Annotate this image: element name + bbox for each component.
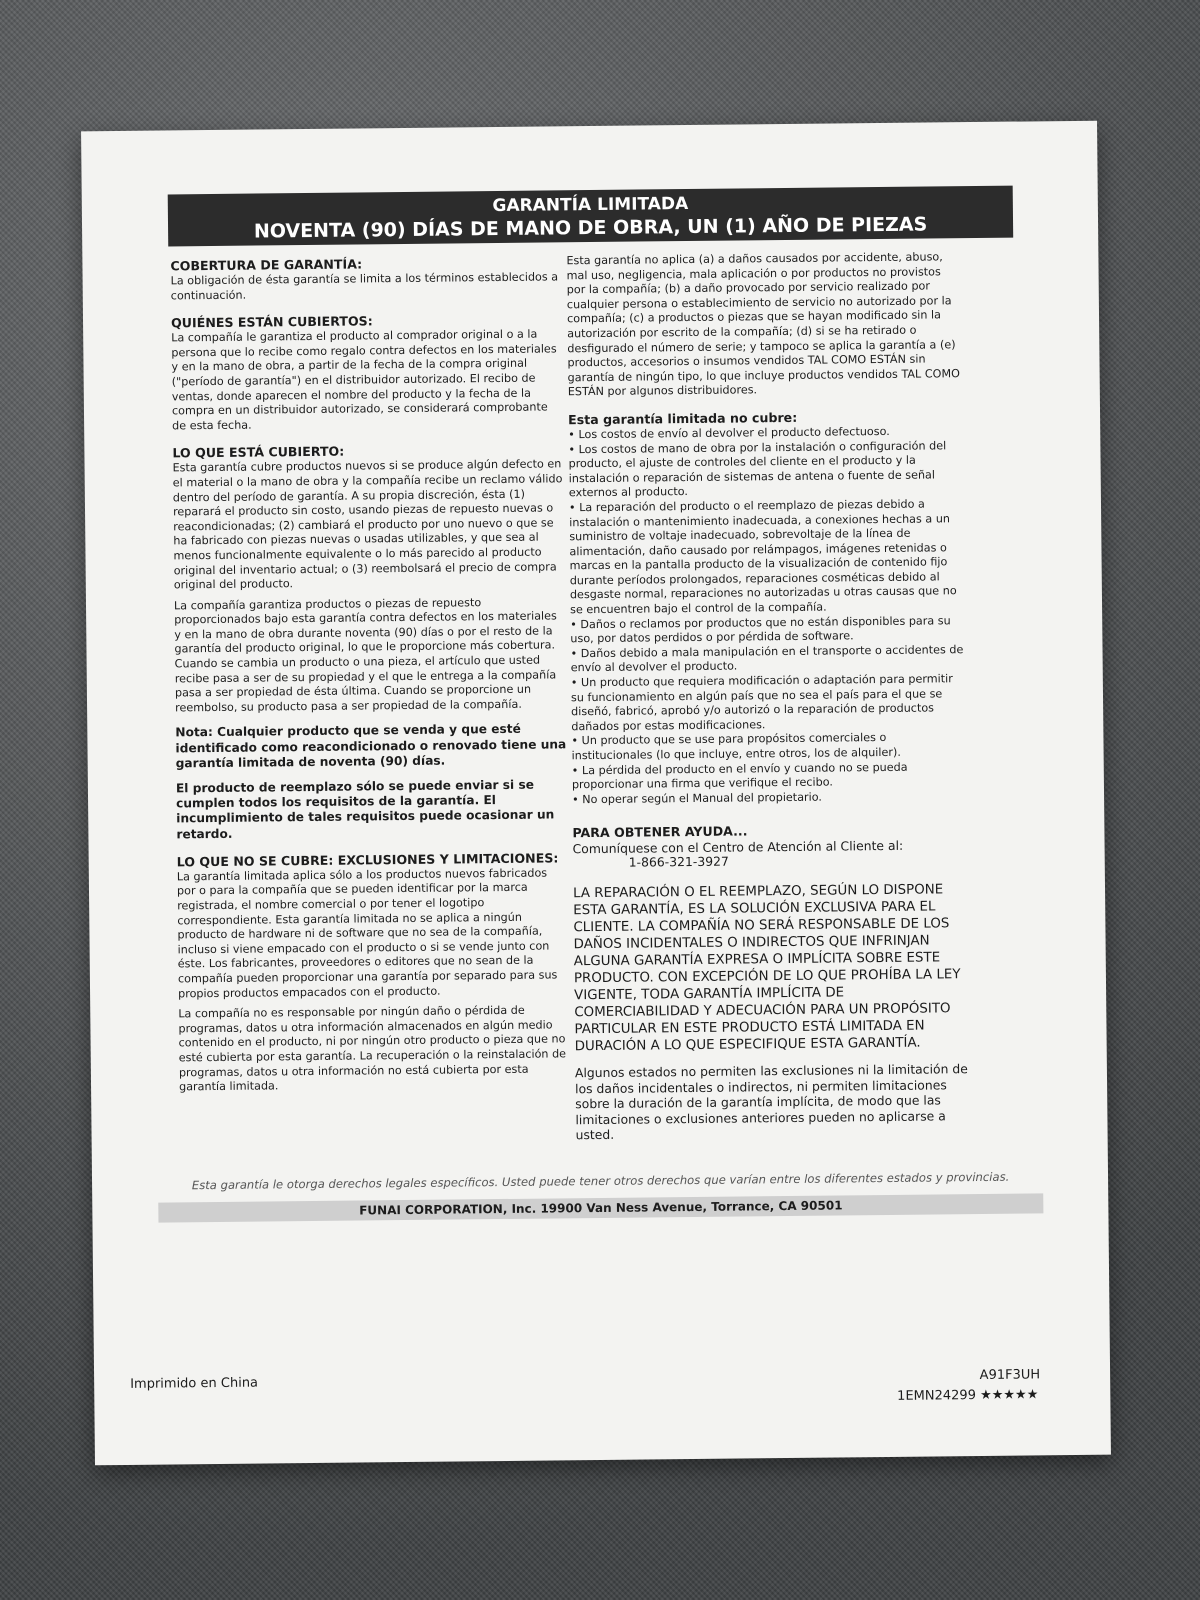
note-reemplazo: El producto de reemplazo sólo se puede enviar si se cumplen todos los requisitos de la garantía. El incumplimiento de tales requisitos puede ocasionar un retardo. bbox=[175, 777, 555, 842]
list-item: • Un producto que se use para propósitos comerciales o institucionales (lo que incluye, entre otros, los de alquiler). bbox=[571, 731, 901, 763]
document-code: 1EMN24299 ★★★★★ bbox=[897, 1387, 1039, 1404]
paragraph-estados: Algunos estados no permiten las exclusiones ni la limitación de los daños incidentales o indirectos, ni permiten limitaciones sobre la duración de la garantía implícita, de modo que las limitaciones o exclusiones anteriores pueden no aplicarse a usted. bbox=[574, 1061, 968, 1143]
paragraph-disclaimer-caps: LA REPARACIÓN O EL REEMPLAZO, SEGÚN LO DISPONE ESTA GARANTÍA, ES LA SOLUCIÓN EXCLUSIVA PARA EL CLIENTE. LA COMPAÑÍA NO SERÁ RESPONSABLE DE LOS DAÑOS INCIDENTALES O INDIRECTOS QUE INFRINJAN ALGUNA GARANTÍA EXPRESA O IMPLÍCITA SOBRE ESTE PRODUCTO. CON EXCEPCIÓN DE LO QUE PROHÍBA LA LEY VIGENTE, TODA GARANTÍA IMPLÍCITA DE COMERCIABILIDAD Y ADECUACIÓN PARA UN PROPÓSITO PARTICULAR EN ESTE PRODUCTO ESTÁ LIMITADA EN DURACIÓN A LO QUE ESPECIFIQUE ESTA GARANTÍA. bbox=[572, 882, 961, 1055]
paragraph-no-aplica: Esta garantía no aplica (a) a daños causados por accidente, abuso, mal uso, negligencia, mala aplicación o por productos no provistos por la compañía; (b) a daño provocado por servicio realizado por cualquier persona o establecimiento de servicio no autorizado por la compañía; (c) a productos o piezas que se hayan modificado sin la autorización por escrito de la compañía; (d) si se ha retirado o desfigurado el número de serie; y tampoco se aplica la garantía a (e) productos, accesorios o insumos vendidos TAL COMO ESTÁN sin garantía de ningún tipo, lo que incluye productos vendidos TAL COMO ESTÁN por algunos distribuidores. bbox=[566, 250, 960, 399]
warranty-sheet bbox=[81, 121, 1111, 1466]
paragraph-exclusiones-2: La compañía no es responsable por ningún daño o pérdida de programas, datos u otra información almacenados en algún medio contenido en el producto, ni por ningún otro producto o pieza que no esté cubierta por esta garantía. La recuperación o la reinstalación de programas, datos u otra información no está cubierta por esta garantía limitada. bbox=[178, 1003, 567, 1094]
list-item: • Los costos de mano de obra por la instalación o configuración del producto, el ajuste de controles del cliente en el producto y la instalación o reparación de sistemas de antena o fuente de señal externos al producto. bbox=[568, 438, 947, 500]
list-item: • Daños o reclamos por productos que no están disponibles para su uso, por datos perdidos o por pérdida de software. bbox=[570, 613, 951, 646]
section-heading-quienes: QUIÉNES ESTÁN CUBIERTOS: bbox=[170, 313, 373, 331]
model-number: A91F3UH bbox=[979, 1367, 1041, 1384]
paragraph-quienes: La compañía le garantiza el producto al comprador original o a la persona que lo recibe como regalo contra defectos en los materiales y en la mano de obra, a partir de la fecha de la compra original ("período de garantía") en el distribuidor autorizado. El recibo de ventas, donde aparecen el nombre del producto y la fecha de la compra en un distribuidor autorizado, se considerará comprobante de esta fecha. bbox=[171, 327, 557, 433]
phone-number: 1-866-321-3927 bbox=[628, 853, 729, 871]
title-line-1: GARANTÍA LIMITADA bbox=[492, 194, 689, 217]
section-heading-no-cubre: Esta garantía limitada no cubre: bbox=[568, 409, 798, 428]
printed-in: Imprimido en China bbox=[130, 1375, 259, 1392]
section-heading-ayuda: PARA OBTENER AYUDA... bbox=[572, 823, 748, 841]
paragraph-exclusiones-1: La garantía limitada aplica sólo a los productos nuevos fabricados por o para la compañía que se pueden identificar por la marca registrada, el nombre comercial o por tener el logotipo correspondiente. Esta garantía limitada no se aplica a ningún producto de hardware ni de software que no sea de la compañía, incluso si viene empacado con el producto o si se vende junto con éste. Los fabricantes, proveedores o editores que no sean de la compañía pueden proporcionar una garantía por separado para sus propios productos empacados con el producto. bbox=[176, 866, 558, 1000]
right-column bbox=[566, 250, 970, 1149]
contact-text: Comuníquese con el Centro de Atención al Cliente al: bbox=[572, 838, 904, 857]
paragraph-cubierto-2: La compañía garantiza productos o piezas de repuesto proporcionados bajo esta garantía contra defectos en los materiales y en la mano de obra durante noventa (90) días o por el resto de la garantía del producto original, lo que le proporcione más cobertura. Cuando se cambia un producto o una pieza, el artículo que usted recibe pasa a ser de su propiedad y el que le entrega a la compañía pasa a ser propiedad de ésta última. Cuando se proporcione un reembolso, su producto pasa a ser propiedad de la compañía. bbox=[173, 595, 557, 715]
section-heading-exclusiones: LO QUE NO SE CUBRE: EXCLUSIONES Y LIMITACIONES: bbox=[176, 850, 559, 870]
list-item: • Los costos de envío al devolver el producto defectuoso. bbox=[568, 424, 890, 442]
list-item: • No operar según el Manual del propietario. bbox=[571, 790, 822, 807]
title-bar bbox=[168, 186, 1013, 247]
list-item: • La pérdida del producto en el envío y cuando no se pueda proporcionar una firma que verifique el recibo. bbox=[571, 760, 908, 792]
list-item: • Un producto que requiera modificación o adaptación para permitir su funcionamiento en algún país que no sea el país para el que se diseñó, fabricó, aprobó y/o autorizó o la reparación de productos dañados por estas modificaciones. bbox=[570, 672, 953, 734]
company-address: FUNAI CORPORATION, Inc. 19900 Van Ness Avenue, Torrance, CA 90501 bbox=[158, 1193, 1043, 1222]
list-item: • La reparación del producto o el reemplazo de piezas debido a instalación o mantenimiento inadecuada, a conexiones hechas a un suministro de voltaje inadecuado, sobrevoltaje de la línea de alimentación, daño causado por relámpagos, imágenes retenidas o marcas en la pantalla producto de la visualización de contenido fijo durante períodos prolongados, reparaciones cosméticas debido al desgaste normal, reparaciones no autorizadas u otras causas que no se encuentren bajo el control de la compañía. bbox=[568, 497, 957, 617]
section-heading-cubierto: LO QUE ESTÁ CUBIERTO: bbox=[172, 443, 345, 461]
list-item: • Daños debido a mala manipulación en el transporte o accidentes de envío al devolver el producto. bbox=[570, 642, 964, 675]
title-line-2: NOVENTA (90) DÍAS DE MANO DE OBRA, UN (1) AÑO DE PIEZAS bbox=[253, 213, 928, 243]
left-column bbox=[170, 254, 571, 1101]
note-reacondicionado: Nota: Cualquier producto que se venda y que esté identificado como reacondicionado o renovado tiene una garantía limitada de noventa (90) días. bbox=[175, 722, 567, 771]
paragraph-cobertura: La obligación de ésta garantía se limita a los términos establecidos a continuación. bbox=[170, 270, 559, 303]
section-heading-cobertura: COBERTURA DE GARANTÍA: bbox=[170, 256, 363, 274]
paragraph-cubierto-1: Esta garantía cubre productos nuevos si se produce algún defecto en el material o la mano de obra y la compañía recibe un reclamo válido dentro del período de garantía. A su propia discreción, ésta (1) reparará el producto sin costo, usando piezas de repuesto nuevas o reacondicionadas; (2) cambiará el producto por uno nuevo o que se ha fabricado con piezas nuevas o usadas utilizables, y que sea al menos funcionalmente equivalente o lo más parecido al producto original del inventario actual; o (3) reembolsará el precio de compra original del producto. bbox=[172, 457, 563, 592]
legal-rights-note: Esta garantía le otorga derechos legales específicos. Usted puede tener otros derechos que varían entre los diferentes estados y provincias. bbox=[191, 1169, 1010, 1193]
